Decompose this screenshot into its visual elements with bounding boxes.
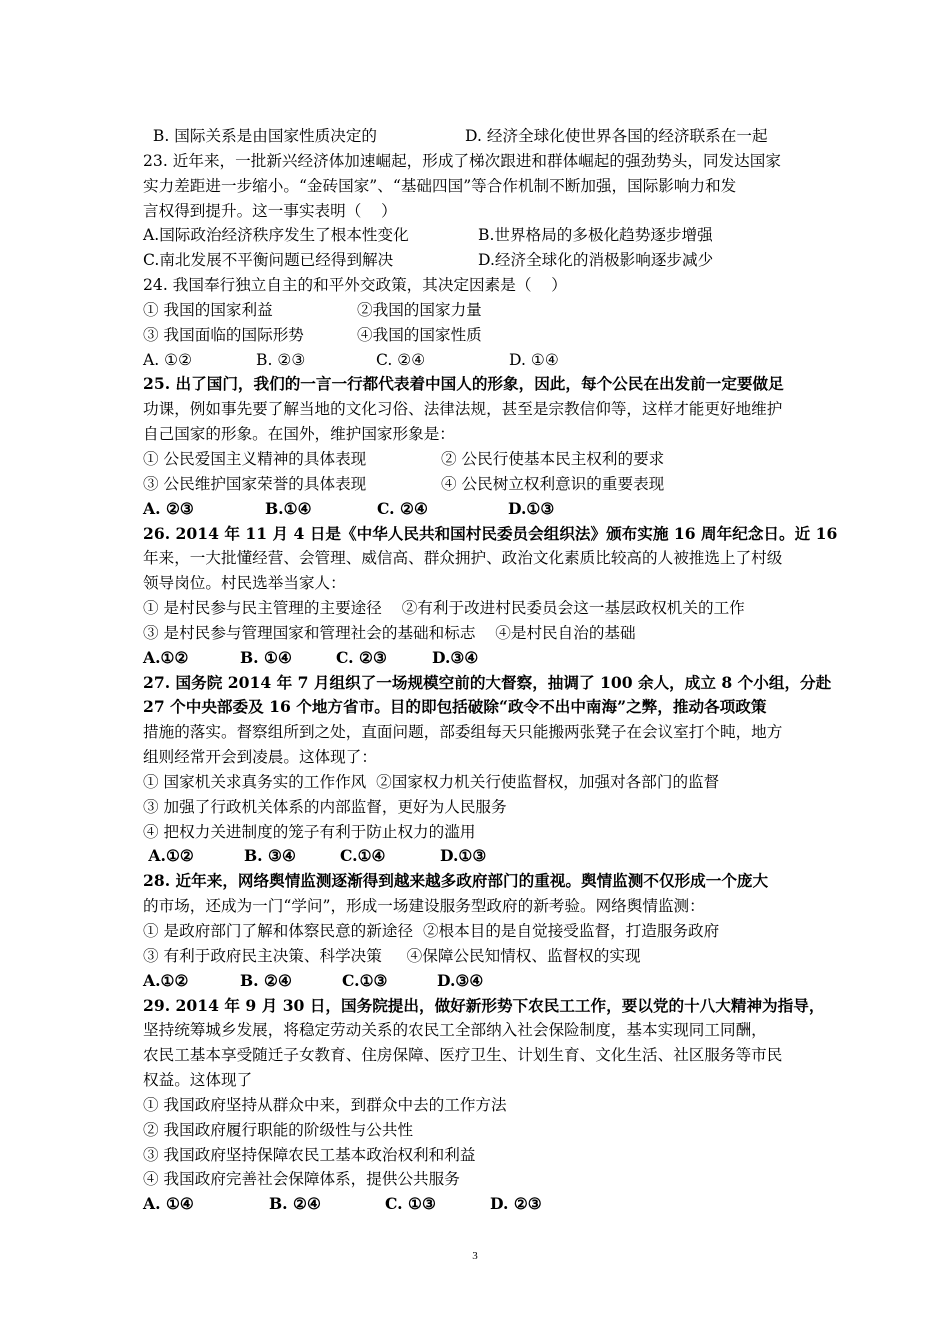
- answer-options: [143, 844, 823, 869]
- answer-option: C. ②④: [377, 498, 428, 518]
- answer-option: C.①③: [342, 970, 388, 990]
- answer-option: B. ②③: [256, 350, 306, 369]
- text-line: 权益。这体现了: [143, 1071, 253, 1090]
- text-line: 23. 近年来，一批新兴经济体加速崛起，形成了梯次跟进和群体崛起的强劲势头，同发达国家: [143, 151, 781, 170]
- answer-options: [143, 1192, 823, 1217]
- exam-questions: [143, 124, 838, 1217]
- text-line: 言权得到提升。这一事实表明（ ）: [143, 201, 397, 220]
- text-line: 功课，例如事先要了解当地的文化习俗、法律法规，甚至是宗教信仰等，这样才能更好地维护: [143, 400, 783, 419]
- column-left: ① 我国的国家利益: [143, 300, 273, 319]
- answer-option: C. ②③: [336, 647, 387, 667]
- page-number: 3: [472, 1250, 478, 1262]
- text-line: 组则经常开会到凌晨。这体现了：: [143, 748, 377, 767]
- answer-option: A.①②: [143, 846, 194, 866]
- text-line: 措施的落实。督察组所到之处，直面问题，部委组每天只能搬两张凳子在会议室打个盹，地方: [143, 723, 783, 742]
- column-left: ③ 我国面临的国际形势: [143, 325, 304, 344]
- text-line: ④ 把权力关进制度的笼子有利于防止权力的滥用: [143, 822, 476, 841]
- answer-option: A. ①④: [143, 1194, 194, 1214]
- two-column-line: [143, 248, 823, 273]
- text-line: 年来，一大批懂经营、会管理、威信高、群众拥护、政治文化素质比较高的人被推选上了村级: [143, 549, 783, 568]
- text-line: ① 国家机关求真务实的工作作风 ②国家权力机关行使监督权，加强对各部门的监督: [143, 772, 720, 791]
- answer-option: B. ②④: [269, 1194, 321, 1214]
- column-right: ②我国的国家力量: [357, 300, 482, 319]
- two-column-line: [143, 472, 823, 497]
- answer-option: C. ②④: [376, 350, 426, 369]
- answer-options: [143, 348, 823, 373]
- text-line: ② 我国政府履行职能的阶级性与公共性: [143, 1120, 414, 1139]
- text-line: 坚持统筹城乡发展，将稳定劳动关系的农民工全部纳入社会保险制度，基本实现同工同酬，: [143, 1021, 767, 1040]
- two-column-line: [143, 124, 823, 149]
- column-left: C.南北发展不平衡问题已经得到解决: [143, 251, 394, 270]
- column-right: ④我国的国家性质: [357, 325, 482, 344]
- answer-option: B. ②④: [240, 970, 292, 990]
- text-line: ① 是政府部门了解和体察民意的新途径 ②根本目的是自觉接受监督，打造服务政府: [143, 922, 720, 940]
- text-line: 实力差距进一步缩小。“金砖国家”、“基础四国”等合作机制不断加强，国际影响力和发: [143, 176, 737, 195]
- answer-option: A.①②: [143, 647, 189, 667]
- column-right: D.经济全球化的消极影响逐步减少: [478, 251, 714, 270]
- text-line: ③ 有利于政府民主决策、科学决策 ④保障公民知情权、监督权的实现: [143, 946, 641, 965]
- answer-option: C. ①③: [385, 1194, 436, 1214]
- answer-option: D.①③: [440, 846, 487, 866]
- text-line: ③ 加强了行政机关体系的内部监督，更好为人民服务: [143, 797, 507, 816]
- text-line: ① 我国政府坚持从群众中来，到群众中去的工作方法: [143, 1095, 507, 1114]
- text-line: 29. 2014 年 9 月 30 日，国务院提出，做好新形势下农民工工作，要以党的十八大精神为指导，: [143, 995, 825, 1015]
- answer-option: A.①②: [143, 970, 189, 990]
- text-line: 农民工基本享受随迁子女教育、住房保障、医疗卫生、计划生育、文化生活、社区服务等市民: [143, 1046, 783, 1065]
- column-left: ① 公民爱国主义精神的具体表现: [143, 449, 367, 468]
- answer-option: C.①④: [340, 846, 386, 866]
- column-right: B.世界格局的多极化趋势逐步增强: [478, 226, 713, 245]
- text-line: 24. 我国奉行独立自主的和平外交政策，其决定因素是（ ）: [143, 276, 567, 295]
- text-line: 25. 出了国门，我们的一言一行都代表着中国人的形象，因此，每个公民在出发前一定要做足: [143, 374, 784, 394]
- answer-option: D. ②③: [490, 1194, 542, 1214]
- text-line: 领导岗位。村民选举当家人：: [143, 574, 346, 593]
- answer-option: A. ②③: [143, 498, 194, 518]
- text-line: 27 个中央部委及 16 个地方省市。目的即包括破除“政令不出中南海”之弊，推动各项政策: [143, 697, 767, 717]
- answer-option: B. ③④: [244, 846, 296, 866]
- two-column-line: [143, 323, 823, 348]
- two-column-line: [143, 223, 823, 248]
- two-column-line: [143, 298, 823, 323]
- text-line: ① 是村民参与民主管理的主要途径 ②有利于改进村民委员会这一基层政权机关的工作: [143, 599, 745, 618]
- text-line: ③ 是村民参与管理国家和管理社会的基础和标志 ④是村民自治的基础: [143, 623, 636, 642]
- column-left: ③ 公民维护国家荣誉的具体表现: [143, 474, 367, 493]
- answer-options: [143, 646, 823, 671]
- text-line: 26. 2014 年 11 月 4 日是《中华人民共和国村民委员会组织法》颁布实施 16 周年纪念日。近 16: [143, 523, 838, 543]
- answer-option: D.③④: [437, 970, 484, 990]
- column-left: B. 国际关系是由国家性质决定的: [143, 127, 378, 145]
- answer-options: [143, 497, 823, 522]
- column-right: ④ 公民树立权利意识的重要表现: [441, 474, 665, 493]
- text-line: 自己国家的形象。在国外，维护国家形象是：: [143, 425, 455, 444]
- text-line: 27. 国务院 2014 年 7 月组织了一场规模空前的大督察，抽调了 100 余人，成立 8 个小组，分赴: [143, 672, 832, 692]
- text-line: 的市场，还成为一门“学问”，形成一场建设服务型政府的新考验。网络舆情监测：: [143, 897, 705, 916]
- answer-options: [143, 969, 823, 994]
- column-right: ② 公民行使基本民主权利的要求: [441, 449, 665, 468]
- text-line: ③ 我国政府坚持保障农民工基本政治权利和利益: [143, 1145, 476, 1164]
- answer-option: D. ①④: [509, 350, 559, 369]
- column-left: A.国际政治经济秩序发生了根本性变化: [143, 226, 409, 245]
- answer-option: B. ①④: [240, 647, 292, 667]
- answer-option: A. ①②: [143, 350, 193, 369]
- text-line: ④ 我国政府完善社会保障体系，提供公共服务: [143, 1170, 460, 1189]
- answer-option: D.①③: [508, 498, 555, 518]
- column-right: D. 经济全球化使世界各国的经济联系在一起: [465, 127, 768, 145]
- text-line: 28. 近年来，网络舆情监测逐渐得到越来越多政府部门的重视。舆情监测不仅形成一个庞大: [143, 871, 769, 891]
- answer-option: D.③④: [432, 647, 479, 667]
- answer-option: B.①④: [265, 498, 312, 518]
- two-column-line: [143, 447, 823, 472]
